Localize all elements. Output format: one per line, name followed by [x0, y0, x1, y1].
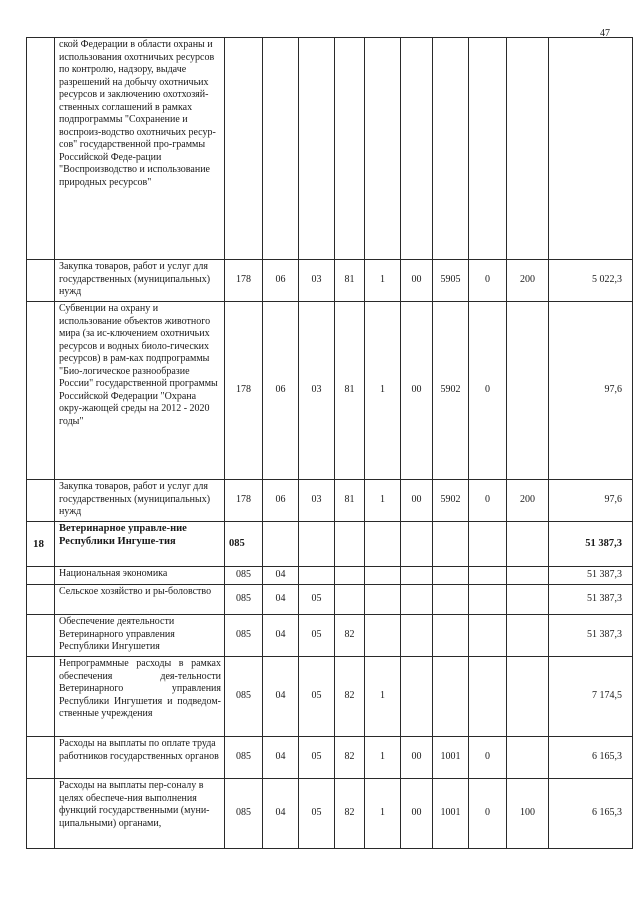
target-code-1: 82: [335, 737, 365, 779]
expense-type-code: 200: [507, 480, 549, 522]
ved-code: [225, 38, 263, 260]
target-code-2: 1: [365, 737, 401, 779]
target-code-1: 81: [335, 302, 365, 480]
target-code-5: [469, 615, 507, 657]
target-code-3: [401, 567, 433, 585]
ved-code: 085: [225, 585, 263, 615]
subsection-code: [299, 522, 335, 567]
ved-code: 085: [225, 657, 263, 737]
amount: [549, 38, 633, 260]
ved-code: 178: [225, 260, 263, 302]
target-code-3: [401, 657, 433, 737]
table-row: [27, 615, 633, 657]
target-code-3: [401, 38, 433, 260]
target-code-4: [433, 567, 469, 585]
row-number: [27, 38, 55, 260]
target-code-1: 82: [335, 779, 365, 849]
target-code-3: 00: [401, 260, 433, 302]
target-code-3: 00: [401, 779, 433, 849]
amount: 6 165,3: [549, 779, 633, 849]
row-description: ской Федерации в области охраны и использования охотничьих ресурсов по контролю, надзору, выдаче разрешений на добычу охотничьих ресурсов и заключению охотхозяй-ственных соглашений в рамках подпрограммы "Сохранение и воспроиз-водство охотничьих ресур-сов" государственной про-граммы Российской Феде-рации "Воспроизводство и использование природных ресурсов": [55, 38, 225, 260]
target-code-2: 1: [365, 657, 401, 737]
amount: 97,6: [549, 480, 633, 522]
row-description: Закупка товаров, работ и услуг для государственных (муниципальных) нужд: [55, 480, 225, 522]
subsection-code: 05: [299, 779, 335, 849]
target-code-5: 0: [469, 480, 507, 522]
section-code: 04: [263, 657, 299, 737]
section-code: 04: [263, 779, 299, 849]
row-number: [27, 302, 55, 480]
section-code: 06: [263, 480, 299, 522]
target-code-2: 1: [365, 260, 401, 302]
table-row: [27, 260, 633, 302]
table-row: [27, 302, 633, 480]
row-number: [27, 567, 55, 585]
subsection-code: 03: [299, 480, 335, 522]
subsection-code: 05: [299, 657, 335, 737]
target-code-1: 82: [335, 615, 365, 657]
target-code-1: [335, 567, 365, 585]
target-code-5: 0: [469, 302, 507, 480]
target-code-4: [433, 585, 469, 615]
target-code-3: 00: [401, 737, 433, 779]
target-code-5: 0: [469, 779, 507, 849]
target-code-4: [433, 657, 469, 737]
target-code-5: [469, 567, 507, 585]
target-code-4: [433, 38, 469, 260]
target-code-5: [469, 585, 507, 615]
row-description: Закупка товаров, работ и услуг для государственных (муниципальных) нужд: [55, 260, 225, 302]
subsection-code: 03: [299, 302, 335, 480]
table-row: [27, 657, 633, 737]
amount: 7 174,5: [549, 657, 633, 737]
target-code-4: 5905: [433, 260, 469, 302]
target-code-4: [433, 522, 469, 567]
table-row: [27, 585, 633, 615]
section-code: [263, 38, 299, 260]
row-number: [27, 480, 55, 522]
section-code: 06: [263, 260, 299, 302]
amount: 51 387,3: [549, 615, 633, 657]
row-number: [27, 657, 55, 737]
section-code: [263, 522, 299, 567]
row-description: Расходы на выплаты пер-соналу в целях обеспече-ния выполнения функций государственными (муни-ципальными) органами,: [55, 779, 225, 849]
target-code-2: 1: [365, 779, 401, 849]
ved-code: 178: [225, 480, 263, 522]
target-code-2: [365, 567, 401, 585]
target-code-1: [335, 522, 365, 567]
section-code: 06: [263, 302, 299, 480]
expense-type-code: [507, 657, 549, 737]
ved-code: 085: [225, 779, 263, 849]
row-description: Национальная экономика: [55, 567, 225, 585]
table-row: [27, 737, 633, 779]
row-description: Обеспечение деятельности Ветеринарного управления Республики Ингушетия: [55, 615, 225, 657]
section-code: 04: [263, 737, 299, 779]
subsection-code: 05: [299, 615, 335, 657]
row-number: [27, 615, 55, 657]
ved-code: 085: [225, 567, 263, 585]
target-code-2: 1: [365, 480, 401, 522]
target-code-2: [365, 585, 401, 615]
target-code-4: 5902: [433, 302, 469, 480]
expense-type-code: 100: [507, 779, 549, 849]
subsection-code: 05: [299, 737, 335, 779]
target-code-4: 1001: [433, 737, 469, 779]
target-code-3: 00: [401, 302, 433, 480]
table-row: [27, 522, 633, 567]
subsection-code: [299, 567, 335, 585]
target-code-3: [401, 585, 433, 615]
amount: 5 022,3: [549, 260, 633, 302]
expense-type-code: [507, 567, 549, 585]
target-code-3: [401, 522, 433, 567]
row-description: Расходы на выплаты по оплате труда работников государственных органов: [55, 737, 225, 779]
ved-code: 178: [225, 302, 263, 480]
expense-type-code: [507, 38, 549, 260]
target-code-3: [401, 615, 433, 657]
target-code-3: 00: [401, 480, 433, 522]
row-description: Ветеринарное управле-ние Республики Ингуше-тия: [55, 522, 225, 567]
budget-table: [26, 37, 633, 849]
target-code-2: [365, 522, 401, 567]
target-code-5: 0: [469, 737, 507, 779]
target-code-5: [469, 657, 507, 737]
row-description: Непрограммные расходы в рамках обеспечения дея-тельности Ветеринарного управления Республики Ингушетия и подведом-ственные учреждения: [55, 657, 225, 737]
table-row: [27, 779, 633, 849]
expense-type-code: [507, 737, 549, 779]
target-code-2: [365, 615, 401, 657]
expense-type-code: [507, 615, 549, 657]
subsection-code: 05: [299, 585, 335, 615]
target-code-4: 5902: [433, 480, 469, 522]
target-code-4: [433, 615, 469, 657]
amount: 51 387,3: [549, 585, 633, 615]
section-code: 04: [263, 585, 299, 615]
target-code-1: 82: [335, 657, 365, 737]
row-number: 18: [27, 522, 55, 567]
subsection-code: [299, 38, 335, 260]
table-row: [27, 38, 633, 260]
amount: 97,6: [549, 302, 633, 480]
subsection-code: 03: [299, 260, 335, 302]
target-code-5: [469, 522, 507, 567]
expense-type-code: [507, 302, 549, 480]
row-number: [27, 779, 55, 849]
table-row: [27, 567, 633, 585]
expense-type-code: [507, 522, 549, 567]
target-code-1: 81: [335, 480, 365, 522]
expense-type-code: 200: [507, 260, 549, 302]
amount: 6 165,3: [549, 737, 633, 779]
ved-code: 085: [225, 522, 263, 567]
amount: 51 387,3: [549, 567, 633, 585]
amount: 51 387,3: [549, 522, 633, 567]
section-code: 04: [263, 567, 299, 585]
row-description: Сельское хозяйство и ры-боловство: [55, 585, 225, 615]
row-number: [27, 585, 55, 615]
row-number: [27, 737, 55, 779]
table-row: [27, 480, 633, 522]
ved-code: 085: [225, 737, 263, 779]
page-number: 47: [600, 28, 610, 39]
target-code-2: [365, 38, 401, 260]
target-code-2: 1: [365, 302, 401, 480]
ved-code: 085: [225, 615, 263, 657]
section-code: 04: [263, 615, 299, 657]
row-number: [27, 260, 55, 302]
target-code-1: [335, 585, 365, 615]
target-code-5: 0: [469, 260, 507, 302]
expense-type-code: [507, 585, 549, 615]
target-code-5: [469, 38, 507, 260]
target-code-1: [335, 38, 365, 260]
target-code-4: 1001: [433, 779, 469, 849]
row-description: Субвенции на охрану и использование объектов животного мира (за ис-ключением охотничьих ресурсов и водных биоло-гических ресурсов) в рам-ках подпрограммы "Био-логическое разнообразие России" государственной программы Российской Федерации "Охрана окру-жающей среды на 2012 - 2020 годы": [55, 302, 225, 480]
target-code-1: 81: [335, 260, 365, 302]
